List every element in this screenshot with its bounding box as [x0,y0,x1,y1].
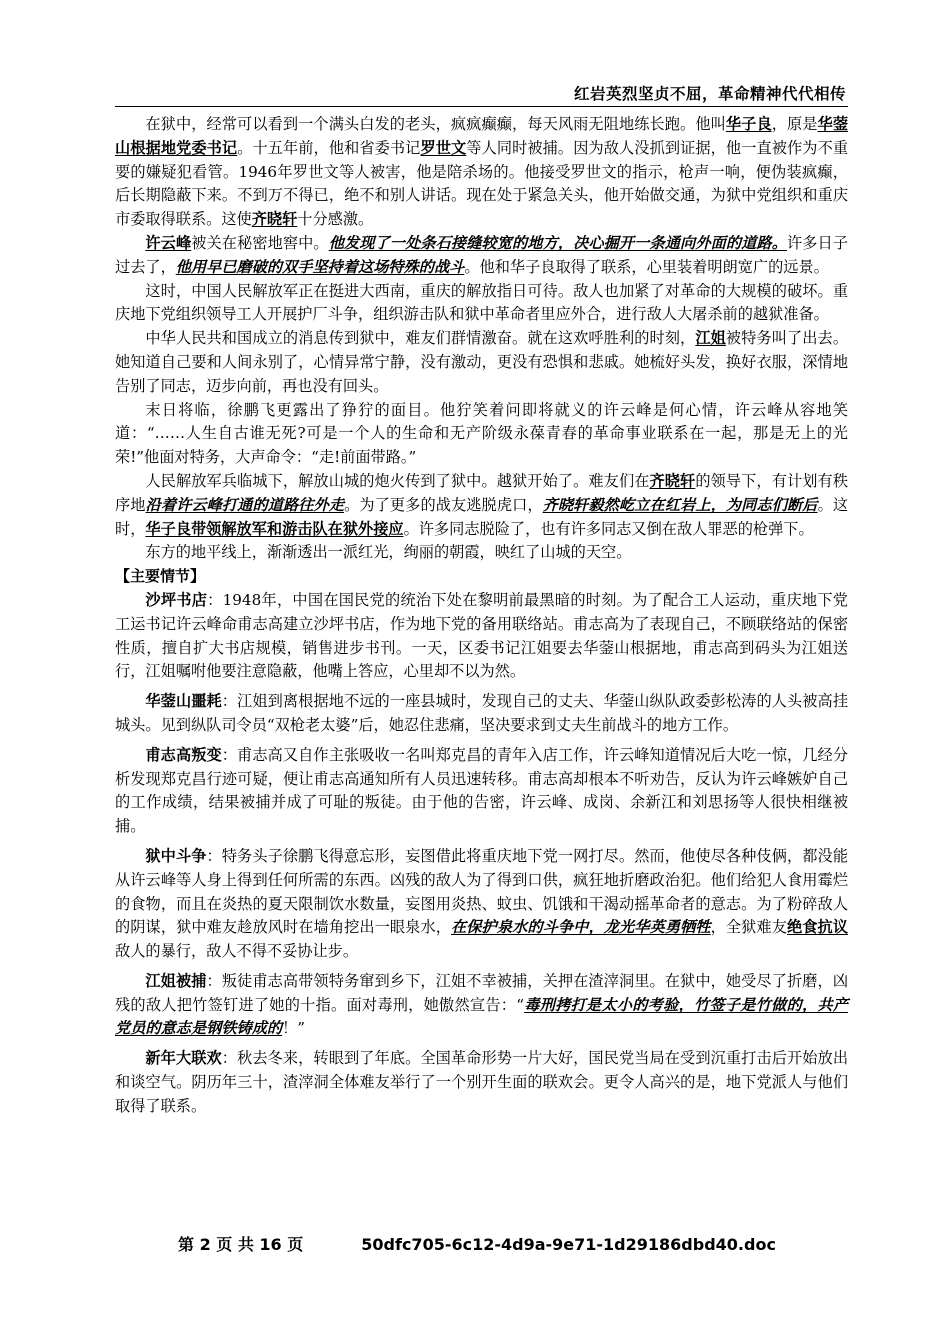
text-run: 被关在秘密地窖中。 [191,233,329,252]
emphasized-text: 沙坪书店 [145,590,208,609]
text-run: 。为了更多的战友逃脱虎口， [344,495,543,514]
text-run: 的领导下，有计划有秩序地 [115,471,849,514]
plot-item [115,744,848,839]
emphasized-text: 齐晓轩毅然屹立在红岩上，为同志们断后 [542,495,818,514]
text-run: 。他和华子良取得了联系，心里装着明朗宽广的远景。 [464,257,829,276]
page-number: 第 2 页 共 16 页 [178,1235,304,1254]
document-body [115,113,848,1119]
text-run: 被特务叫了出去。她知道自己要和人间永别了，心情异常宁静，没有激动，更没有恐惧和悲戚。她梳好头发，换好衣服，深情地告别了同志，迈步向前，再也没有回头。 [115,329,849,395]
text-run: ：江姐到离根据地不远的一座县城时，发现自己的丈夫、华蓥山纵队政委彭松涛的人头被高挂城头。见到纵队司令员“双枪老太婆”后，她忍住悲痛，坚决要求到丈夫生前战斗的地方工作。 [115,692,849,734]
emphasized-text: 齐晓轩 [251,210,298,229]
text-run: 。这时， [115,495,849,538]
emphasized-text: 华蓥山根据地党委书记 [115,115,849,157]
paragraph [115,113,848,232]
text-run: ：叛徒甫志高带领特务窜到乡下，江姐不幸被捕，关押在渣滓洞里。在狱中，她受尽了折磨，凶残的敌人把竹签钉进了她的十指。面对毒刑，她傲然宣告：“ [115,971,849,1014]
section-heading: 【主要情节】 [115,567,206,586]
emphasized-text: 他发现了一处条石接缝较宽的地方，决心掘开一条通向外面的道路。 [328,233,787,252]
emphasized-text: 甫志高叛变 [145,745,222,764]
text-run: 。许多同志脱险了，也有许多同志又倒在敌人罪恶的枪弹下。 [403,519,814,538]
text-run: 在狱中，经常可以看到一个满头白发的老头，疯疯癫癫，每天风雨无阻地练长跑。他叫 [145,115,726,133]
text-run: 十分感激。 [297,210,374,229]
text-run: ，全狱难友 [710,918,788,937]
emphasized-text: 罗世文 [420,138,467,157]
header-title: 红岩英烈坚贞不屈，革命精神代代相传 [573,85,846,103]
page-footer [178,1232,776,1255]
emphasized-text: 江姐被捕 [145,971,207,990]
text-run: 这时，中国人民解放军正在挺进大西南，重庆的解放指日可待。敌人也加紧了对革命的大规模的破坏。重庆地下党组织领导工人开展护厂斗争，组织游击队和狱中革命者里应外合，进行敌人大屠杀前的越狱准备。 [115,281,848,324]
plot-item [115,1047,848,1118]
plot-item [115,970,848,1041]
text-run: ，原是 [771,115,818,133]
emphasized-text: 华子良 [725,115,772,133]
emphasized-text: 绝食抗议 [787,918,849,937]
paragraph [115,470,848,541]
paragraph [115,399,848,470]
text-run: 中华人民共和国成立的消息传到狱中，难友们群情激奋。就在这欢呼胜利的时刻， [145,329,696,348]
text-run: ：1948年，中国在国民党的统治下处在黎明前最黑暗的时刻。为了配合工人运动，重庆地下党工运书记许云峰命甫志高建立沙坪书店，作为地下党的备用联络站。甫志高为了表现自己，不顾联络站的保密性质，擅自扩大书店规模，销售进步书刊。一天，区委书记江姐要去华蓥山根据地，甫志高到码头为江姐送行，江姐嘱咐他要注意隐蔽，他嘴上答应，心里却不以为然。 [115,590,848,681]
paragraph [115,327,848,398]
text-run: ：甫志高又自作主张吸收一名叫郑克昌的青年入店工作，许云峰知道情况后大吃一惊，几经分析发现郑克昌行迹可疑，便让甫志高通知所有人员迅速转移。甫志高却根本不听劝告，反认为许云峰嫉妒自己的工作成绩，结果被捕并成了可耻的叛徒。由于他的告密，许云峰、成岗、余新江和刘思扬等人很快相继被捕。 [115,745,849,836]
emphasized-text: 齐晓轩 [649,471,696,490]
text-run: ：秋去冬来，转眼到了年底。全国革命形势一片大好，国民党当局在受到沉重打击后开始放出和谈空气。阴历年三十，渣滓洞全体难友举行了一个别开生面的联欢会。更令人高兴的是，地下党派人与他们取得了联系。 [115,1049,849,1115]
emphasized-text: 狱中斗争 [145,846,207,865]
text-run: 。十五年前，他和省委书记 [237,138,421,157]
emphasized-text: 江姐 [695,329,726,348]
text-run: 敌人的暴行，敌人不得不妥协让步。 [115,942,358,961]
paragraph [115,232,848,280]
plot-item [115,589,848,684]
header-divider [115,106,848,107]
emphasized-text: 沿着许云峰打通的道路往外走 [145,495,345,514]
text-run: ！” [282,1019,306,1038]
emphasized-text: 华蓥山噩耗 [145,692,222,711]
paragraph [115,280,848,328]
plot-item [115,690,848,738]
text-run: ：特务头子徐鹏飞得意忘形，妄图借此将重庆地下党一网打尽。然而，他使尽各种伎俩，都没能从许云峰等人身上得到任何所需的东西。凶残的敌人为了得到口供，疯狂地折磨政治犯。他们给犯人食用霉烂的食物，而且在炎热的夏天限制饮水数量，妄图用炎热、蚊虫、饥饿和干渴动摇革命者的意志。为了粉碎敌人的阴谋，狱中难友趁放风时在墙角挖出一眼泉水， [115,846,849,937]
emphasized-text: 他用早已磨破的双手坚持着这场特殊的战斗 [175,257,465,276]
text-run: 许多日子过去了， [115,233,849,276]
text-run: 人民解放军兵临城下，解放山城的炮火传到了狱中。越狱开始了。难友们在 [145,471,650,490]
text-run: 末日将临，徐鹏飞更露出了狰狞的面目。他狞笑着问即将就义的许云峰是何心情，许云峰从容地笑道：“……人生自古谁无死?可是一个人的生命和无产阶级永葆青春的革命事业联系在一起，那是无上的光荣!”他面对特务，大声命令：“走!前面带路。” [115,400,848,467]
text-run: 等人同时被捕。因为敌人没抓到证据，他一直被作为不重要的嫌疑犯看管。1946年罗世文等人被害，他是陪杀场的。他接受罗世文的指示，枪声一响，便伪装疯癫，后长期隐蔽下来。不到万不得已，绝不和别人讲话。现在处于紧急关头，他开始做交通，为狱中党组织和重庆市委取得联系。这使 [115,138,849,229]
document-filename: 50dfc705-6c12-4d9a-9e71-1d29186dbd40.doc [361,1235,776,1254]
paragraph [115,541,848,565]
emphasized-text: 在保护泉水的斗争中，龙光华英勇牺牲 [451,918,711,937]
emphasized-text: 许云峰 [145,233,192,252]
emphasized-text: 毒刑拷打是太小的考验，竹签子是竹做的，共产党员的意志是钢铁铸成的 [115,995,849,1038]
plot-item [115,845,848,964]
text-run: 东方的地平线上，渐渐透出一派红光，绚丽的朝霞，映红了山城的天空。 [145,543,632,562]
emphasized-text: 华子良带领解放军和游击队在狱外接应 [145,519,404,538]
emphasized-text: 新年大联欢 [145,1049,222,1068]
